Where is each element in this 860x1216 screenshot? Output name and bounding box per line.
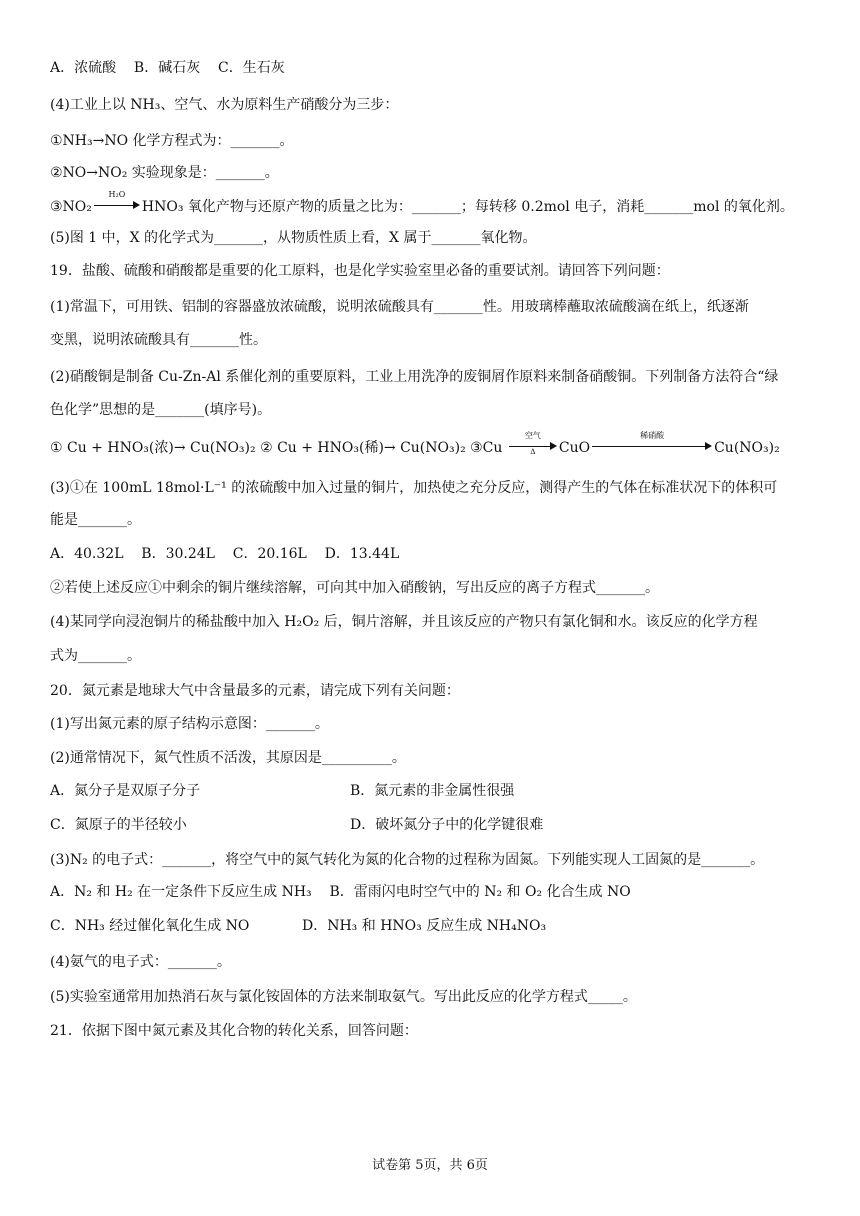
q19-part1-cont-text: 变黑，说明浓硫酸具有_______性。 — [50, 332, 267, 348]
q19-part3-cont-line — [50, 510, 830, 530]
q18-options: A．浓硫酸 B．碱石灰 C．生石灰 — [50, 60, 285, 76]
q20-part1-text: (1)写出氮元素的原子结构示意图：_______。 — [50, 716, 329, 732]
q19-part3-cont-text: 能是_______。 — [50, 512, 141, 528]
q19-part2-cont-text: 色化学”思想的是_______(填序号)。 — [50, 402, 272, 418]
reaction-arrow-icon — [509, 431, 557, 456]
q20-part3-text: (3)N₂ 的电子式：_______，将空气中的氮气转化为氮的化合物的过程称为固氮。下列能实现人工固氮的是_______。 — [50, 852, 765, 868]
q19-product: Cu(NO₃)₂ — [714, 440, 780, 456]
q20-part2-line — [50, 748, 830, 768]
reaction-arrow-icon — [592, 431, 712, 452]
q19-options: A．40.32L B．30.24L C．20.16L D．13.44L — [50, 546, 400, 562]
q19-title-line — [50, 261, 830, 281]
q18-step1-text: ①NH₃→NO 化学方程式为：_______。 — [50, 133, 294, 149]
q19-part3b-line — [50, 578, 830, 598]
q18-step2-line — [50, 163, 830, 183]
q19-part1-cont-line — [50, 330, 830, 350]
q19-part2-line — [50, 367, 830, 387]
q21-title: 21．依据下图中氮元素及其化合物的转化关系，回答问题： — [50, 1023, 418, 1039]
arrow-condition-label: 稀硝酸 — [640, 431, 665, 440]
reaction-arrow-icon — [94, 190, 140, 211]
q18-part5-line — [50, 228, 830, 248]
arrow-heat-label: Δ — [530, 448, 536, 456]
q18-step2-text: ②NO→NO₂ 实验现象是：_______。 — [50, 165, 279, 181]
q20-part5-text: (5)实验室通常用加热消石灰与氯化铵固体的方法来制取氨气。写出此反应的化学方程式_____。 — [50, 989, 637, 1005]
q19-part3-line — [50, 478, 830, 498]
q20-option-a: A．氮分子是双原子分子 — [50, 783, 201, 799]
q20-title-line — [50, 681, 830, 701]
q18-step3-reactant: ③NO₂ — [50, 199, 92, 215]
q18-part4-text: (4)工业上以 NH₃、空气、水为原料生产硝酸分为三步： — [50, 97, 399, 113]
q18-step3-text: HNO₃ 氧化产物与还原产物的质量之比为：_______；每转移 0.2mol 电子，消耗_______mol 的氧化剂。 — [141, 199, 794, 215]
q18-part4-line — [50, 95, 830, 115]
q20-part4-text: (4)氨气的电子式：_______。 — [50, 954, 231, 970]
q19-part1-text: (1)常温下，可用铁、铝制的容器盛放浓硫酸，说明浓硫酸具有_______性。用玻璃棒蘸取浓硫酸滴在纸上，纸逐渐 — [50, 299, 749, 315]
q19-title: 19．盐酸、硫酸和硝酸都是重要的化工原料，也是化学实验室里必备的重要试剂。请回答下列问题： — [50, 263, 670, 279]
q21-title-line — [50, 1021, 830, 1041]
q20-title: 20．氮元素是地球大气中含量最多的元素，请完成下列有关问题： — [50, 683, 460, 699]
q20-option-b: B．氮元素的非金属性很强 — [350, 783, 515, 799]
q19-intermediate: CuO — [558, 440, 591, 456]
q20-part3-options-ab-line — [50, 882, 830, 902]
q19-methods-text: ① Cu + HNO₃(浓)→ Cu(NO₃)₂ ② Cu + HNO₃(稀)→ Cu(NO₃)₂ ③Cu — [50, 440, 507, 456]
q20-part3-option-c: C．NH₃ 经过催化氧化生成 NO — [50, 918, 250, 934]
q19-part4-cont-line — [50, 646, 830, 666]
q19-part4-cont-text: 式为_______。 — [50, 648, 141, 664]
q20-part3-line — [50, 850, 830, 870]
page-footer: 试卷第 5页，共 6页 — [372, 1158, 488, 1173]
q19-options-line — [50, 544, 830, 564]
q19-part3b-text: ②若使上述反应①中剩余的铜片继续溶解，可向其中加入硝酸钠，写出反应的离子方程式_______。 — [50, 580, 659, 596]
q20-part1-line — [50, 714, 830, 734]
arrow-condition-label: 空气 — [524, 431, 541, 440]
q20-part4-line — [50, 952, 830, 972]
q18-part5-text: (5)图 1 中，X 的化学式为_______，从物质性质上看，X 属于_______氧化物。 — [50, 230, 537, 246]
q19-part4-line — [50, 612, 830, 632]
q20-part2-text: (2)通常情况下，氮气性质不活泼，其原因是__________。 — [50, 750, 406, 766]
q20-option-c: C．氮原子的半径较小 — [50, 817, 187, 833]
q19-part1-line — [50, 297, 830, 317]
q18-option-line — [50, 58, 830, 78]
q19-part3-text: (3)①在 100mL 18mol·L⁻¹ 的浓硫酸中加入过量的铜片，加热使之充分反应，测得产生的气体在标准状况下的体积可 — [50, 480, 778, 496]
q19-part2-text: (2)硝酸铜是制备 Cu-Zn-Al 系催化剂的重要原料，工业上用洗净的废铜屑作原料来制备硝酸铜。下列制备方法符合“绿 — [50, 369, 779, 385]
q18-step1-line — [50, 131, 830, 151]
q19-methods-line — [50, 431, 830, 458]
q20-part3-options-ab: A．N₂ 和 H₂ 在一定条件下反应生成 NH₃ B．雷雨闪电时空气中的 N₂ 和 O₂ 化合生成 NO — [50, 884, 631, 900]
q18-step3-line — [50, 190, 830, 217]
q20-part3-option-d: D．NH₃ 和 HNO₃ 反应生成 NH₄NO₃ — [302, 918, 547, 934]
q19-part2-cont-line — [50, 400, 830, 420]
q20-part5-line — [50, 987, 830, 1007]
q19-part4-text: (4)某同学向浸泡铜片的稀盐酸中加入 H₂O₂ 后，铜片溶解，并且该反应的产物只有氯化铜和水。该反应的化学方程 — [50, 614, 758, 630]
q20-option-d: D．破坏氮分子中的化学键很难 — [350, 817, 544, 833]
arrow-condition-label: H₂O — [108, 190, 126, 199]
